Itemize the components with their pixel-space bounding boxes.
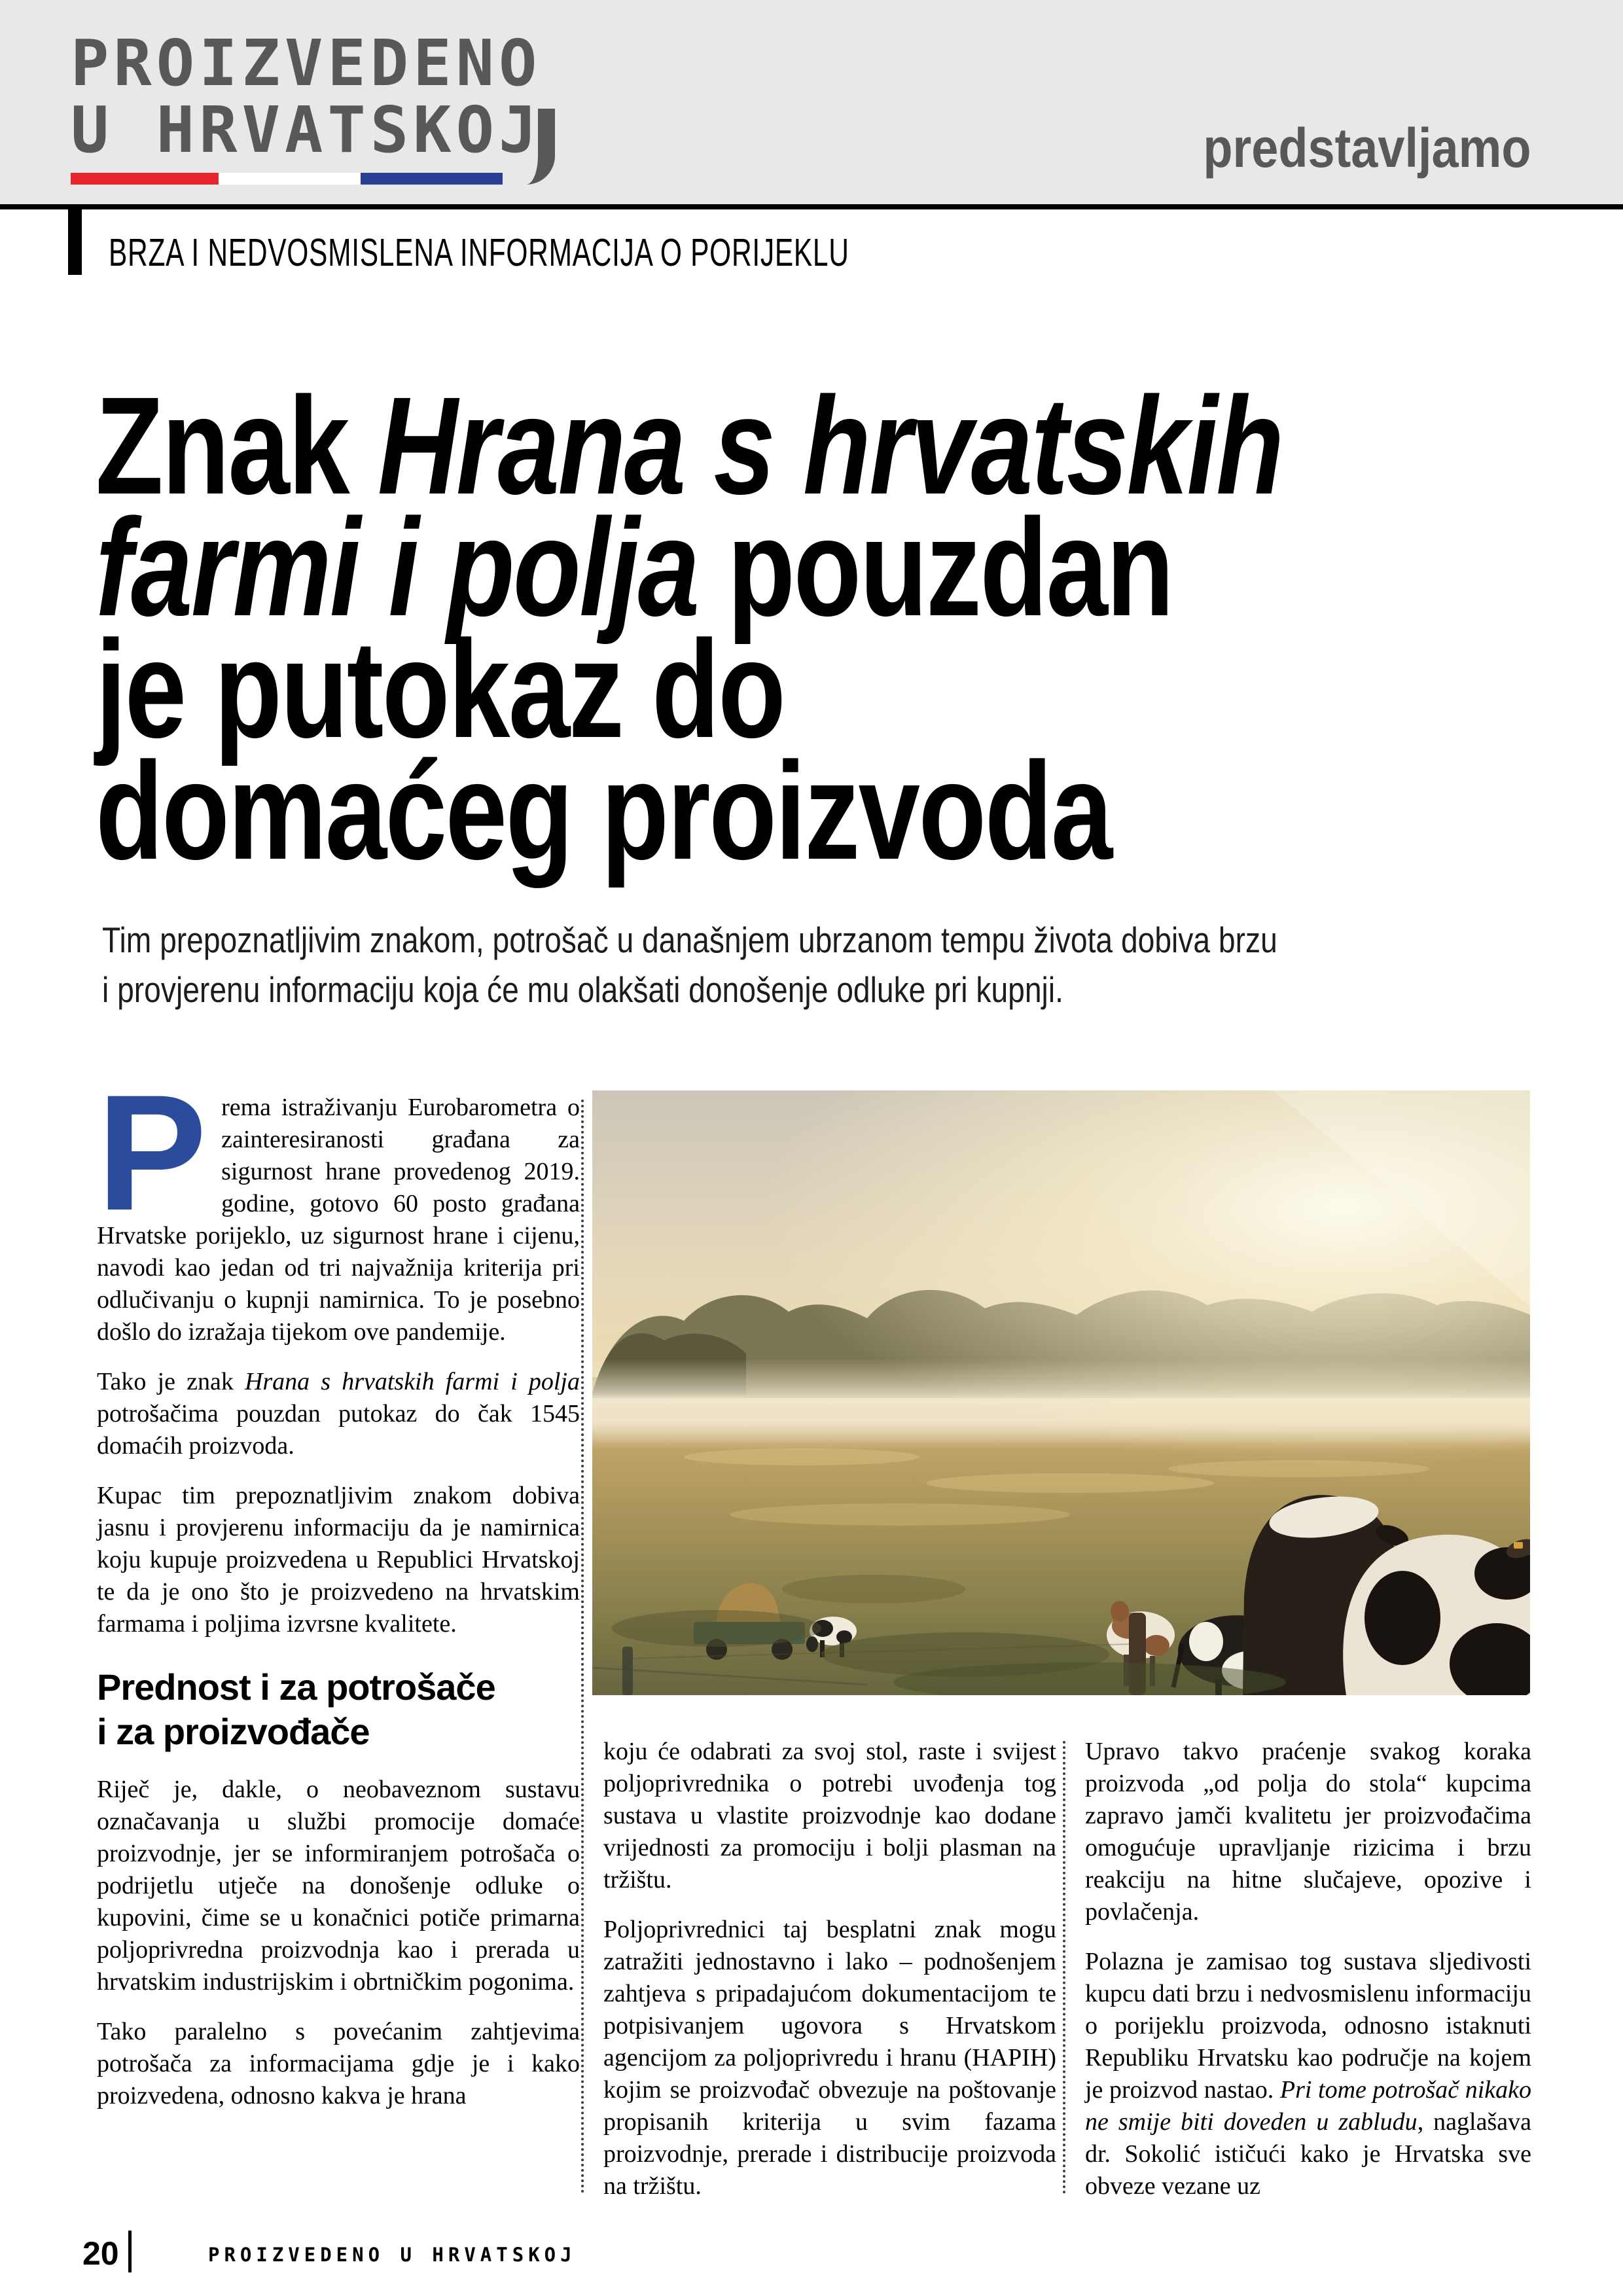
masthead — [0, 0, 1623, 204]
section-label: predstavljamo — [1203, 117, 1531, 179]
column-separator-1 — [581, 1100, 584, 2194]
paragraph: Tako paralelno s povećanim zahtjevima potrošača za informacijama gdje je i kako proizvedena, odnosno kakva je hrana — [97, 2018, 580, 2109]
paragraph: Riječ je, dakle, o neobaveznom sustavu označavanja u službi promocije domaće proizvodnje, jer se informiranjem potrošača o podrijetlu utječe na donošenje odluke o kupovini, čime se u konačnici potiče primarna poljoprivredna proizvodnja kao i prerada u hrvatskim industrijskim i obrtničkim pogonima. — [97, 1776, 580, 1996]
paragraph-text: Polazna je zamisao tog sustava sljedivosti kupcu dati brzu i nedvosmislenu informaciju o porijeklu proizvoda, odnosno istaknuti Republiku Hrvatsku kao područje na kojem je proizvod nastao. — [1085, 1948, 1531, 2104]
magazine-logo — [71, 26, 542, 185]
headline-brand-italic: Hrana s hrvatskih — [377, 368, 1283, 523]
paragraph: koju će odabrati za svoj stol, raste i svijest poljoprivrednika o potrebi uvođenja tog sustava u vlastite proizvodnje kao dodane vrijednosti za promociju i bolji plasman na tržištu. — [603, 1738, 1056, 1893]
drop-cap: P — [97, 1061, 207, 1245]
lede-line-2: i provjerenu informaciju koja će mu olakšati donošenje odluke pri kupnji. — [102, 969, 1063, 1010]
logo-j-tail-decoration — [508, 109, 555, 185]
pasture-sunrise-illustration — [592, 1090, 1530, 1695]
kicker-text: BRZA I NEDVOSMISLENA INFORMACIJA O PORIJEKLU — [109, 231, 849, 274]
brand-name-italic: Hrana s hrvatskih farmi i polja — [244, 1368, 580, 1395]
headline-roman: Znak — [96, 368, 378, 523]
article-column-1 — [97, 1061, 580, 2130]
kicker-bar — [68, 208, 82, 275]
paragraph-text: Tako je znak — [97, 1368, 245, 1395]
footer-magazine-title: PROIZVEDENO U HRVATSKOJ — [208, 2244, 577, 2266]
paragraph: Poljoprivrednici taj besplatni znak mogu zatražiti jednostavno i lako – podnošenjem zahtjeva s pripadajućom dokumentacijom te potpisivanjem ugovora s Hrvatskom agencijom za poljoprivredu i hranu (HAPIH) kojim se proizvođač obvezuje na poštovanje propisanih kriterija u svim fazama proizvodnje, prerade i distribucije proizvoda na tržištu. — [603, 1916, 1056, 2200]
paragraph: Kupac tim prepoznatljivim znakom dobiva jasnu i provjerenu informaciju da je namirnica koju kupuje proizvedena u Republici Hrvatskoj te da je ono što je proizvedeno na hrvatskim farmama i poljima izvrsne kvalitete. — [97, 1482, 580, 1638]
headline-brand-italic: farmi i polja — [96, 490, 698, 645]
subheading-line-2: i za proizvođače — [97, 1711, 370, 1752]
paragraph — [97, 1061, 580, 1348]
paragraph — [97, 1366, 580, 1462]
headline-roman: pouzdan — [698, 490, 1173, 645]
paragraph-text: , naglašava dr. Sokolić ističući kako je Hrvatska sve obveze vezane uz — [1085, 2108, 1531, 2200]
column-separator-2 — [1063, 1741, 1065, 2194]
flag-white-segment — [219, 173, 361, 185]
logo-line-2: U HRVATSKOJ — [71, 93, 542, 167]
article-column-2 — [603, 1736, 1056, 2220]
headline-line-4: domaćeg proizvoda — [96, 733, 1111, 888]
flag-red-segment — [71, 173, 219, 185]
subheading-line-1: Prednost i za potrošače — [97, 1666, 495, 1708]
flag-blue-segment — [361, 173, 503, 185]
footer-divider — [128, 2231, 132, 2272]
paragraph — [1085, 1946, 1531, 2202]
headline-line-3: je putokaz do — [96, 611, 785, 766]
croatian-flag-bar — [71, 173, 503, 185]
article-lede — [102, 915, 1501, 1014]
paragraph-text: rema istraživanju Eurobarometra o zainteresiranosti građana za sigurnost hrane provedenog 2019. godine, gotovo 60 posto građana Hrvatske porijeklo, uz sigurnost hrane i cijenu, navodi kao jedan od tri najvažnija kriterija pri odlučivanju o kupnji namirnica. To je posebno došlo do izražaja tijekom ove pandemije. — [97, 1094, 580, 1346]
article-photo — [592, 1090, 1530, 1695]
headline-line-1 — [96, 368, 1283, 523]
page-number: 20 — [82, 2235, 119, 2272]
article-headline — [96, 368, 1579, 888]
paragraph-text: potrošačima pouzdan putokaz do čak 1545 domaćih proizvoda. — [97, 1400, 580, 1460]
subheading — [97, 1665, 580, 1754]
logo-line-1: PROIZVEDENO — [71, 26, 542, 100]
header-rule — [0, 204, 1623, 209]
quote-italic: Pri tome potrošač nikako ne smije biti doveden u zabludu — [1085, 2076, 1531, 2136]
lede-line-1: Tim prepoznatljivim znakom, potrošač u današnjem ubrzanom tempu života dobiva brzu — [102, 920, 1277, 960]
article-column-3 — [1085, 1736, 1531, 2220]
paragraph: Upravo takvo praćenje svakog koraka proizvoda „od polja do stola“ kupcima zapravo jamči kvalitetu jer proizvođačima omogućuje upravljanje rizicima i brzu reakciju na hitne slučajeve, opozive i povlačenja. — [1085, 1738, 1531, 1926]
headline-line-2 — [96, 490, 1283, 645]
